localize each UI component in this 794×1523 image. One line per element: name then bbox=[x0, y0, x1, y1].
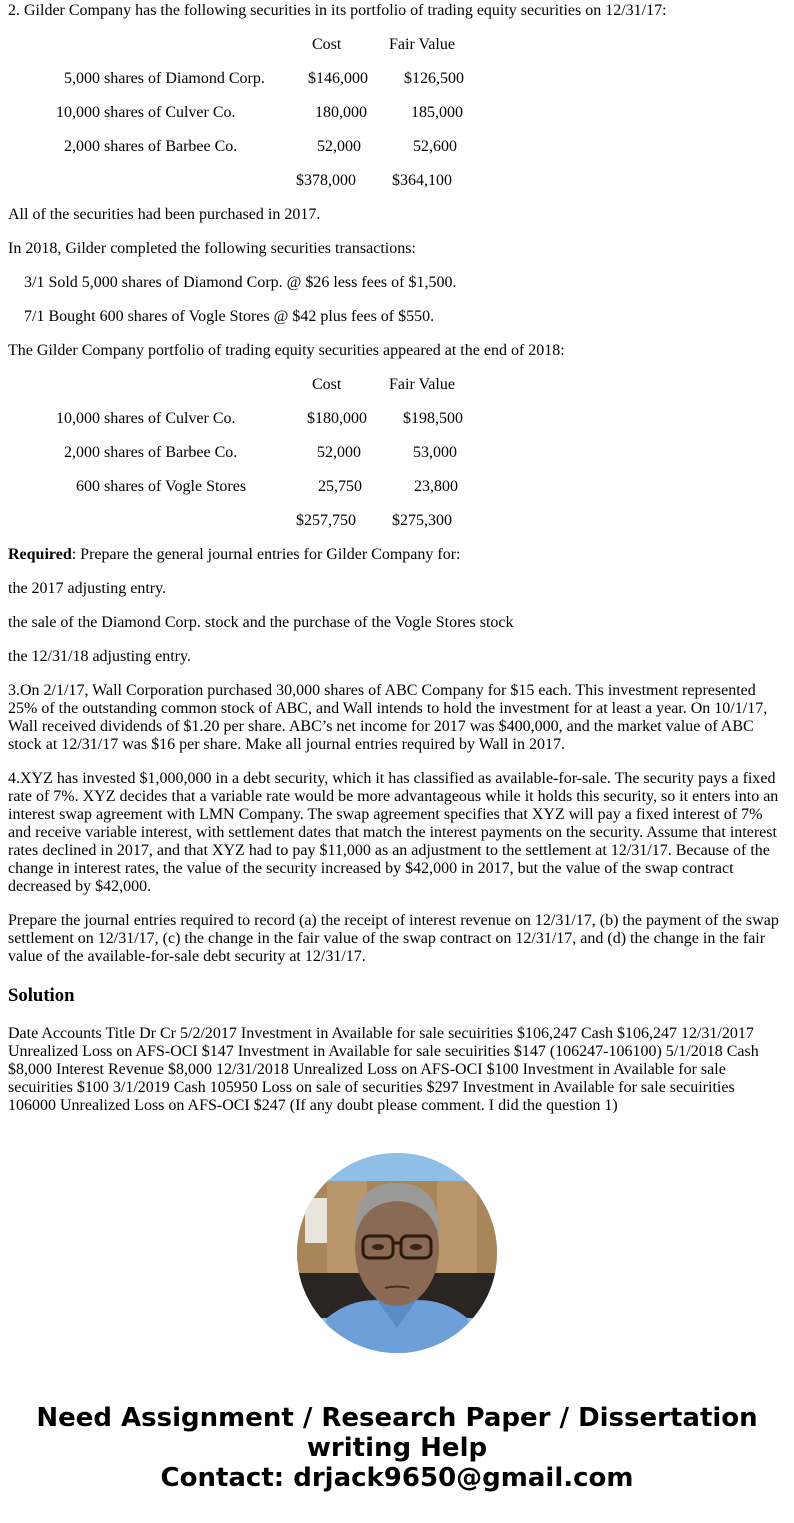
purchased-note: All of the securities had been purchased in 2017. bbox=[8, 206, 321, 223]
question-4: 4.XYZ has invested $1,000,000 in a debt security, which it has classified as available-for-sale. The security pays a fixed rate of 7%. XYZ decides that a variable rate would be more advantageous while it holds this security, so it enters into an interest swap agreement with LMN Company. The swap agreement specifies that XYZ will pay a fixed interest of 7% and receive variable interest, with settlement dates that match the interest payments on the security. Assume that interest rates declined in 2017, and that XYZ had to pay $11,000 as an adjustment to the settlement at 12/31/17. Because of the change in interest rates, the value of the security increased by $42,000 in 2017, but the value of the swap contract decreased by $42,000. bbox=[8, 770, 779, 895]
required-text: : Prepare the general journal entries for Gilder Company for: bbox=[71, 546, 461, 563]
table1-row-fair-value: 185,000 bbox=[411, 104, 463, 121]
table1-total-fair-value: $364,100 bbox=[392, 172, 452, 189]
table1-row-cost: 52,000 bbox=[317, 138, 361, 155]
table2-row-cost: $180,000 bbox=[307, 410, 367, 427]
transaction-item: 3/1 Sold 5,000 shares of Diamond Corp. @ $26 less fees of $1,500. bbox=[24, 274, 457, 291]
transactions-intro: In 2018, Gilder completed the following securities transactions: bbox=[8, 240, 416, 257]
required-item: the 2017 adjusting entry. bbox=[8, 580, 167, 597]
table2-header-cost: Cost bbox=[312, 376, 342, 393]
table2-row-fair-value: 53,000 bbox=[413, 444, 457, 461]
question-4-prepare: Prepare the journal entries required to record (a) the receipt of interest revenue on 12/31/17, (b) the payment of the swap settlement on 12/31/17, (c) the change in the fair value of the swap contract on 12/31/17, and (d) the change in the fair value of the available-for-sale debt security at 12/31/17. bbox=[8, 912, 779, 965]
table1-row-fair-value: $126,500 bbox=[404, 70, 464, 87]
question-3: 3.On 2/1/17, Wall Corporation purchased 30,000 shares of ABC Company for $15 each. This investment represented 25% of the outstanding common stock of ABC, and Wall intends to hold the investment for at least a year. On 10/1/17, Wall received dividends of $1.20 per share. ABC’s net income for 2017 was $400,000, and the market value of ABC stock at 12/31/17 was $16 per share. Make all journal entries required by Wall in 2017. bbox=[8, 682, 768, 753]
table1-header-cost: Cost bbox=[312, 36, 342, 53]
table2-row-label: 10,000 shares of Culver Co. bbox=[56, 410, 236, 427]
table2-row-fair-value: 23,800 bbox=[414, 478, 458, 495]
footer-contact-email: Contact: drjack9650@gmail.com bbox=[160, 1463, 634, 1493]
solution-text: Date Accounts Title Dr Cr 5/2/2017 Investment in Available for sale secuirities $106,247 Cash $106,247 12/31/2017 Unrealized Loss on AFS-OCI $147 Investment in Available for sale secuirities $147 (106247-106100) 5/1/2018 Cash $8,000 Interest Revenue $8,000 12/31/2018 Unrealized Loss on AFS-OCI $100 Investment in Available for sale secuirities $100 3/1/2019 Cash 105950 Loss on sale of securities $297 Investment in Available for sale secuirities 106000 Unrealized Loss on AFS-OCI $247 (If any doubt please comment. I did the question 1) bbox=[8, 1025, 759, 1114]
table1-row-cost: 180,000 bbox=[315, 104, 367, 121]
table2-total-fair-value: $275,300 bbox=[392, 512, 452, 529]
required-item: the 12/31/18 adjusting entry. bbox=[8, 648, 191, 665]
table1-row-fair-value: 52,600 bbox=[413, 138, 457, 155]
table2-row-cost: 25,750 bbox=[318, 478, 362, 495]
table2-row-label: 2,000 shares of Barbee Co. bbox=[64, 444, 238, 461]
portfolio-2018-intro: The Gilder Company portfolio of trading equity securities appeared at the end of 2018: bbox=[8, 342, 565, 359]
footer-line-1: Need Assignment / Research Paper / Dissertation bbox=[36, 1403, 758, 1433]
table1-header-fair-value: Fair Value bbox=[389, 36, 455, 53]
table2-row-fair-value: $198,500 bbox=[403, 410, 463, 427]
table2-header-fair-value: Fair Value bbox=[389, 376, 455, 393]
table1-row-cost: $146,000 bbox=[308, 70, 368, 87]
required-label: Required bbox=[8, 546, 72, 563]
contact-footer bbox=[0, 1403, 794, 1493]
person-photo-icon bbox=[297, 1153, 497, 1353]
required-item: the sale of the Diamond Corp. stock and the purchase of the Vogle Stores stock bbox=[8, 614, 514, 631]
table1-row-label: 10,000 shares of Culver Co. bbox=[56, 104, 236, 121]
table2-row-cost: 52,000 bbox=[317, 444, 361, 461]
table2-row-label: 600 shares of Vogle Stores bbox=[76, 478, 247, 495]
table1-row-label: 5,000 shares of Diamond Corp. bbox=[64, 70, 265, 87]
transaction-item: 7/1 Bought 600 shares of Vogle Stores @ $42 plus fees of $550. bbox=[24, 308, 435, 325]
table2-total-cost: $257,750 bbox=[296, 512, 356, 529]
required-line bbox=[8, 546, 460, 564]
table1-total-cost: $378,000 bbox=[296, 172, 356, 189]
table1-row-label: 2,000 shares of Barbee Co. bbox=[64, 138, 238, 155]
q2-intro: 2. Gilder Company has the following securities in its portfolio of trading equity securities on 12/31/17: bbox=[8, 2, 667, 19]
footer-line-2: writing Help bbox=[306, 1433, 488, 1463]
solution-heading: Solution bbox=[8, 985, 75, 1006]
